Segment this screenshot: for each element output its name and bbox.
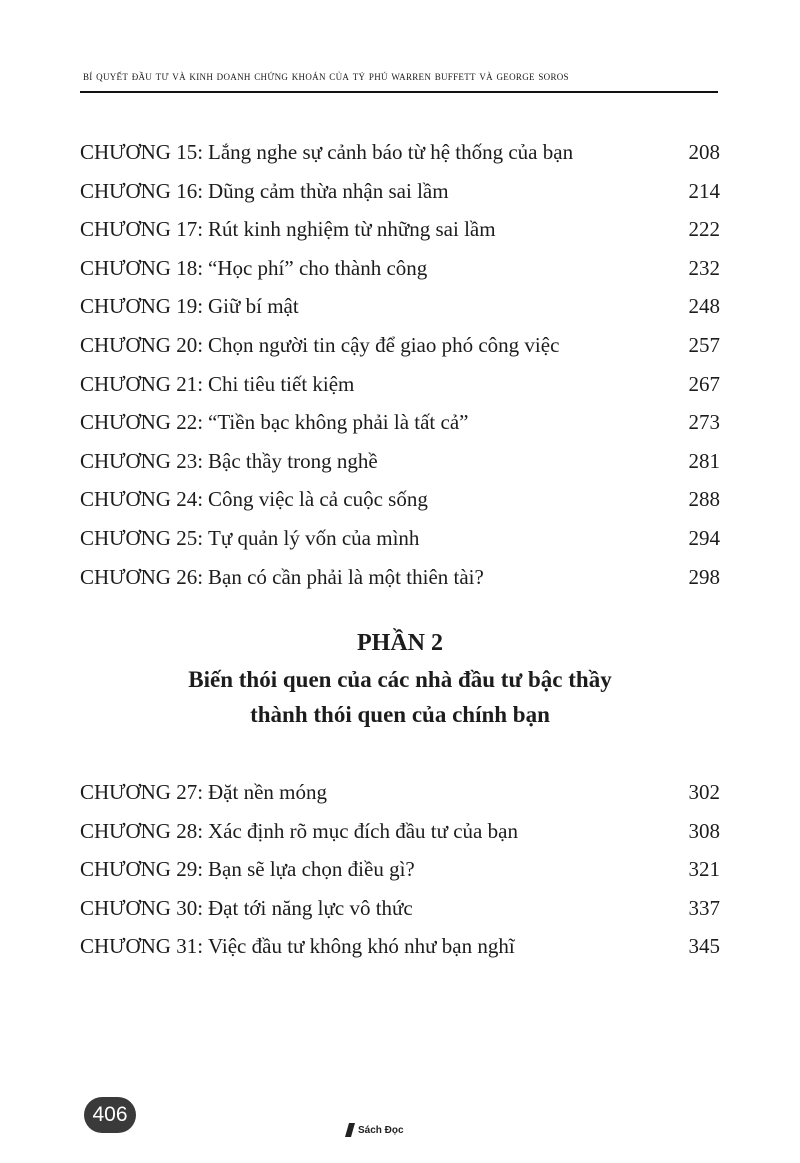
chapter-page: 214 xyxy=(688,178,720,203)
chapter-page: 308 xyxy=(688,818,720,843)
toc-row[interactable] xyxy=(80,287,720,326)
toc-row[interactable] xyxy=(80,326,720,365)
toc-row[interactable] xyxy=(80,210,720,249)
chapter-title: Xác định rõ mục đích đầu tư của bạn xyxy=(208,818,518,843)
toc-row[interactable] xyxy=(80,442,720,481)
chapter-page: 248 xyxy=(688,294,720,319)
toc-part-2 xyxy=(80,773,720,966)
watermark-logo xyxy=(345,1123,404,1137)
chapter-title: Giữ bí mật xyxy=(208,294,299,319)
chapter-page: 298 xyxy=(688,564,720,589)
chapter-title: Chọn người tin cậy để giao phó công việc xyxy=(208,332,560,357)
chapter-label: CHƯƠNG 17: xyxy=(80,217,204,242)
chapter-label: CHƯƠNG 27: xyxy=(80,780,204,804)
chapter-page: 345 xyxy=(688,934,720,959)
chapter-title: Đặt nền móng xyxy=(208,780,327,804)
chapter-label: CHƯƠNG 23: xyxy=(80,448,204,473)
chapter-title: Tự quản lý vốn của mình xyxy=(208,525,420,550)
chapter-page: 267 xyxy=(688,371,720,396)
chapter-label: CHƯƠNG 15: xyxy=(80,140,204,164)
chapter-title: Bậc thầy trong nghề xyxy=(208,448,378,473)
page-number-badge: 406 xyxy=(84,1097,136,1133)
chapter-page: 281 xyxy=(688,448,720,473)
chapter-title: Bạn có cần phải là một thiên tài? xyxy=(208,564,484,589)
part-title-line-1: Biến thói quen của các nhà đầu tư bậc thầy xyxy=(188,667,612,692)
chapter-title: Bạn sẽ lựa chọn điều gì? xyxy=(208,857,415,882)
toc-row[interactable] xyxy=(80,558,720,597)
chapter-page: 257 xyxy=(688,332,720,357)
toc-row[interactable] xyxy=(80,850,720,889)
chapter-page: 208 xyxy=(688,140,720,164)
chapter-title: “Học phí” cho thành công xyxy=(208,255,428,280)
chapter-label: CHƯƠNG 16: xyxy=(80,178,204,203)
chapter-label: CHƯƠNG 19: xyxy=(80,294,204,319)
toc-row[interactable] xyxy=(80,172,720,211)
toc-row[interactable] xyxy=(80,773,720,812)
chapter-label: CHƯƠNG 25: xyxy=(80,525,204,550)
chapter-label: CHƯƠNG 29: xyxy=(80,857,204,882)
toc-row[interactable] xyxy=(80,889,720,928)
chapter-page: 337 xyxy=(688,895,720,920)
toc-row[interactable] xyxy=(80,365,720,404)
chapter-page: 294 xyxy=(688,525,720,550)
chapter-page: 273 xyxy=(688,410,720,435)
toc-part-1 xyxy=(80,133,720,596)
toc-row[interactable] xyxy=(80,249,720,288)
toc-row[interactable] xyxy=(80,927,720,966)
running-header: bí quyết đầu tư và kinh doanh chứng khoán của tỷ phú warren buffett và george soros xyxy=(83,68,569,83)
chapter-page: 232 xyxy=(688,255,720,280)
header-rule xyxy=(80,91,718,93)
toc-row[interactable] xyxy=(80,519,720,558)
toc-row[interactable] xyxy=(80,812,720,851)
chapter-page: 288 xyxy=(688,487,720,512)
toc-row[interactable] xyxy=(80,133,720,172)
chapter-title: Chi tiêu tiết kiệm xyxy=(208,371,355,396)
chapter-label: CHƯƠNG 24: xyxy=(80,487,204,512)
chapter-title: Lắng nghe sự cảnh báo từ hệ thống của bạn xyxy=(208,140,574,164)
chapter-title: Rút kinh nghiệm từ những sai lầm xyxy=(208,217,496,242)
toc-row[interactable] xyxy=(80,480,720,519)
chapter-title: Dũng cảm thừa nhận sai lầm xyxy=(208,178,449,203)
chapter-page: 321 xyxy=(688,857,720,882)
toc-row[interactable] xyxy=(80,403,720,442)
chapter-page: 302 xyxy=(688,780,720,804)
watermark-text: Sách Đọc xyxy=(358,1124,404,1136)
chapter-title: “Tiền bạc không phải là tất cả” xyxy=(208,410,469,435)
book-icon xyxy=(345,1123,355,1137)
part-title-line-2: thành thói quen của chính bạn xyxy=(250,702,550,727)
chapter-title: Công việc là cả cuộc sống xyxy=(208,487,428,512)
chapter-title: Việc đầu tư không khó như bạn nghĩ xyxy=(208,934,515,959)
chapter-page: 222 xyxy=(688,217,720,242)
chapter-label: CHƯƠNG 31: xyxy=(80,934,204,959)
part-label: PHẦN 2 xyxy=(357,630,443,656)
chapter-label: CHƯƠNG 26: xyxy=(80,564,204,589)
chapter-label: CHƯƠNG 22: xyxy=(80,410,204,435)
chapter-label: CHƯƠNG 18: xyxy=(80,255,204,280)
chapter-label: CHƯƠNG 20: xyxy=(80,332,204,357)
chapter-title: Đạt tới năng lực vô thức xyxy=(208,895,413,920)
chapter-label: CHƯƠNG 30: xyxy=(80,895,204,920)
chapter-label: CHƯƠNG 28: xyxy=(80,818,204,843)
chapter-label: CHƯƠNG 21: xyxy=(80,371,204,396)
